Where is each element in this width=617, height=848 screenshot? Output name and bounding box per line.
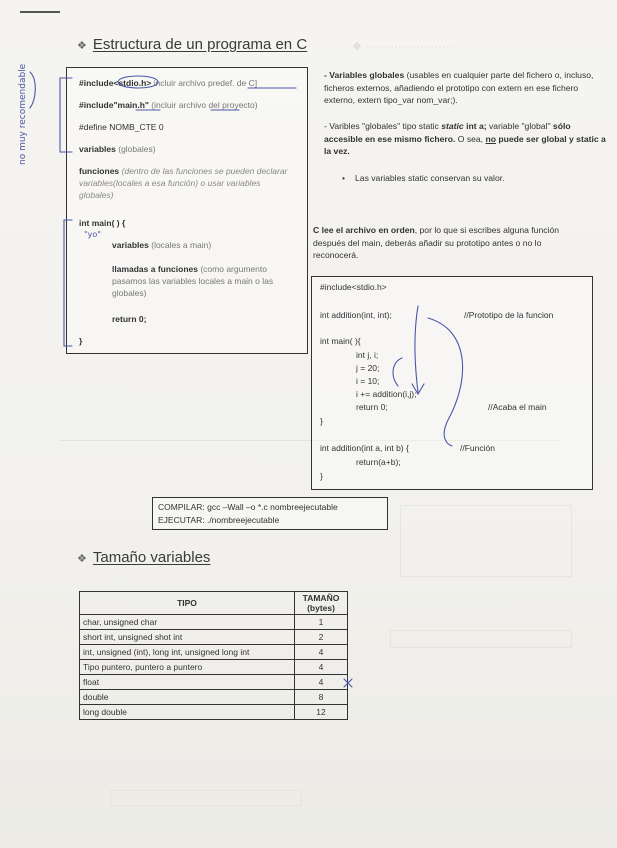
- cell-size: 8: [295, 690, 348, 705]
- structure-line-globals: [79, 143, 156, 155]
- compile-command: COMPILAR: gcc –Wall –o *.c nombreejecutable: [158, 502, 338, 512]
- structure-line-local-vars: [112, 239, 211, 251]
- code-prototype-comment: //Prototipo de la funcion: [464, 310, 554, 320]
- handwritten-main-note: "yo": [84, 230, 101, 239]
- table-row: [80, 645, 348, 660]
- diamond-bullet-icon: ❖: [77, 40, 87, 52]
- note-bullet-text: Las variables static conservan su valor.: [355, 173, 505, 183]
- include-code: #include<stdio.h>: [79, 78, 152, 88]
- table-row: [80, 690, 348, 705]
- note-static-c: int a;: [463, 121, 487, 131]
- bleed-through-text: ❖ ························: [352, 41, 453, 53]
- main-code: int main( ) {: [79, 218, 126, 228]
- diamond-bullet-icon: ❖: [77, 553, 87, 565]
- code-prototype: int addition(int, int);: [320, 310, 392, 320]
- cell-size: 2: [295, 630, 348, 645]
- note-order-bold: C lee el archivo en orden: [313, 225, 415, 235]
- table-row: [80, 630, 348, 645]
- calls-comment: (como argumento pasamos las variables locales a main o las globales): [112, 264, 274, 298]
- note-static-f: O sea,: [455, 133, 486, 144]
- note-static-i: global y static a la vez.: [324, 133, 606, 156]
- structure-line-include-main: [79, 99, 258, 111]
- structure-line-functions: [79, 165, 294, 201]
- code-close-function: }: [320, 471, 323, 481]
- section-title-structure: [77, 36, 307, 53]
- cell-type: short int, unsigned shot int: [80, 630, 295, 645]
- cell-size: 4: [295, 675, 348, 690]
- table-row: [80, 660, 348, 675]
- cell-type: float: [80, 675, 295, 690]
- bleed-through-text: [390, 630, 572, 648]
- structure-line-calls: [112, 263, 297, 299]
- structure-line-close: [79, 335, 82, 347]
- cell-type: Tipo puntero, puntero a puntero: [80, 660, 295, 675]
- cell-type: int, unsigned (int), long int, unsigned long int: [80, 645, 295, 660]
- code-function-return: return(a+b);: [356, 457, 401, 467]
- section-title-sizes: [77, 549, 210, 566]
- cell-size: 1: [295, 615, 348, 630]
- scan-mark: [20, 11, 60, 13]
- code-line-addition: i += addition(i,j);: [356, 389, 417, 399]
- local-vars-code: variables: [112, 240, 149, 250]
- note-static-h: puede ser: [495, 133, 542, 144]
- functions-comment: (dentro de las funciones se pueden declarar variables(locales a esa función) o usar variables globales): [79, 166, 288, 200]
- structure-line-main: [79, 217, 125, 229]
- table-row: [80, 615, 348, 630]
- code-function-comment: //Función: [460, 443, 495, 453]
- globals-code: variables: [79, 144, 116, 154]
- table-row: [80, 705, 348, 720]
- code-line-return: return 0;: [356, 402, 388, 412]
- note-static-a: - Varibles "globales" tipo static: [324, 121, 442, 131]
- cell-size: 4: [295, 660, 348, 675]
- section-sizes-text: Tamaño variables: [92, 549, 211, 566]
- note-global-bold: - Variables globales: [324, 70, 405, 80]
- include-main-code: #include"main.h": [79, 100, 149, 110]
- code-line-j: j = 20;: [356, 363, 380, 373]
- note-read-order: [313, 224, 575, 262]
- sizes-table: [79, 591, 348, 720]
- note-static-e: sólo accesible en ese mismo fichero.: [324, 121, 571, 144]
- code-example-box: [311, 276, 593, 490]
- note-global-variables: [324, 69, 606, 107]
- cell-size: 12: [295, 705, 348, 720]
- code-function: int addition(int a, int b) {: [320, 443, 409, 453]
- note-static-bullet: [342, 172, 505, 185]
- header-size: TAMAÑO (bytes): [295, 592, 348, 615]
- return-code: return 0;: [112, 314, 147, 324]
- cell-type: long double: [80, 705, 295, 720]
- code-line-decl: int j, i;: [356, 350, 379, 360]
- note-order-rest: , por lo que si escribes alguna función después del main, deberás añadir su prototipo antes o no lo reconocerá.: [313, 225, 560, 260]
- functions-code: funciones: [79, 166, 120, 176]
- include-main-comment: (incluir archivo del proyecto): [148, 100, 258, 110]
- note-static-variables: [324, 120, 606, 158]
- structure-line-return: [112, 313, 146, 325]
- code-return-comment: //Acaba el main: [488, 402, 547, 412]
- note-global-rest: (usables en cualquier parte del fichero o, incluso, ficheros externos, añadiendo el prototipo con extern en ese fichero externo, extern tipo_var nom_var;).: [324, 70, 594, 105]
- section-title-text: Estructura de un programa en C: [92, 36, 308, 53]
- table-header-row: [80, 592, 348, 615]
- cell-size: 4: [295, 645, 348, 660]
- bleed-through-text: [400, 505, 572, 577]
- cell-type: char, unsigned char: [80, 615, 295, 630]
- calls-code: llamadas a funciones: [112, 264, 198, 274]
- structure-line-include: [79, 77, 257, 89]
- local-vars-comment: (locales a main): [148, 240, 212, 250]
- execute-command: EJECUTAR: ./nombreejecutable: [158, 515, 280, 525]
- globals-comment: (globales): [115, 144, 156, 154]
- code-include: #include<stdio.h>: [320, 282, 387, 292]
- code-main: int main( ){: [320, 336, 361, 346]
- code-close-main: }: [320, 416, 323, 426]
- bullet-dot-icon: •: [342, 173, 346, 183]
- table-row: [80, 675, 348, 690]
- cell-type: double: [80, 690, 295, 705]
- define-code: #define NOMB_CTE 0: [79, 122, 164, 132]
- include-comment: incluir archivo predef. de C]: [151, 78, 258, 88]
- note-static-b: static: [441, 121, 464, 131]
- bleed-through-text: [110, 790, 302, 806]
- structure-line-define: [79, 121, 164, 133]
- header-type: TIPO: [80, 592, 295, 615]
- note-static-g: no: [485, 133, 496, 144]
- close-brace: }: [79, 336, 83, 346]
- handwritten-side-note: no muy recomendable: [18, 63, 28, 165]
- note-static-d: variable "global": [486, 121, 553, 131]
- code-line-i: i = 10;: [356, 376, 380, 386]
